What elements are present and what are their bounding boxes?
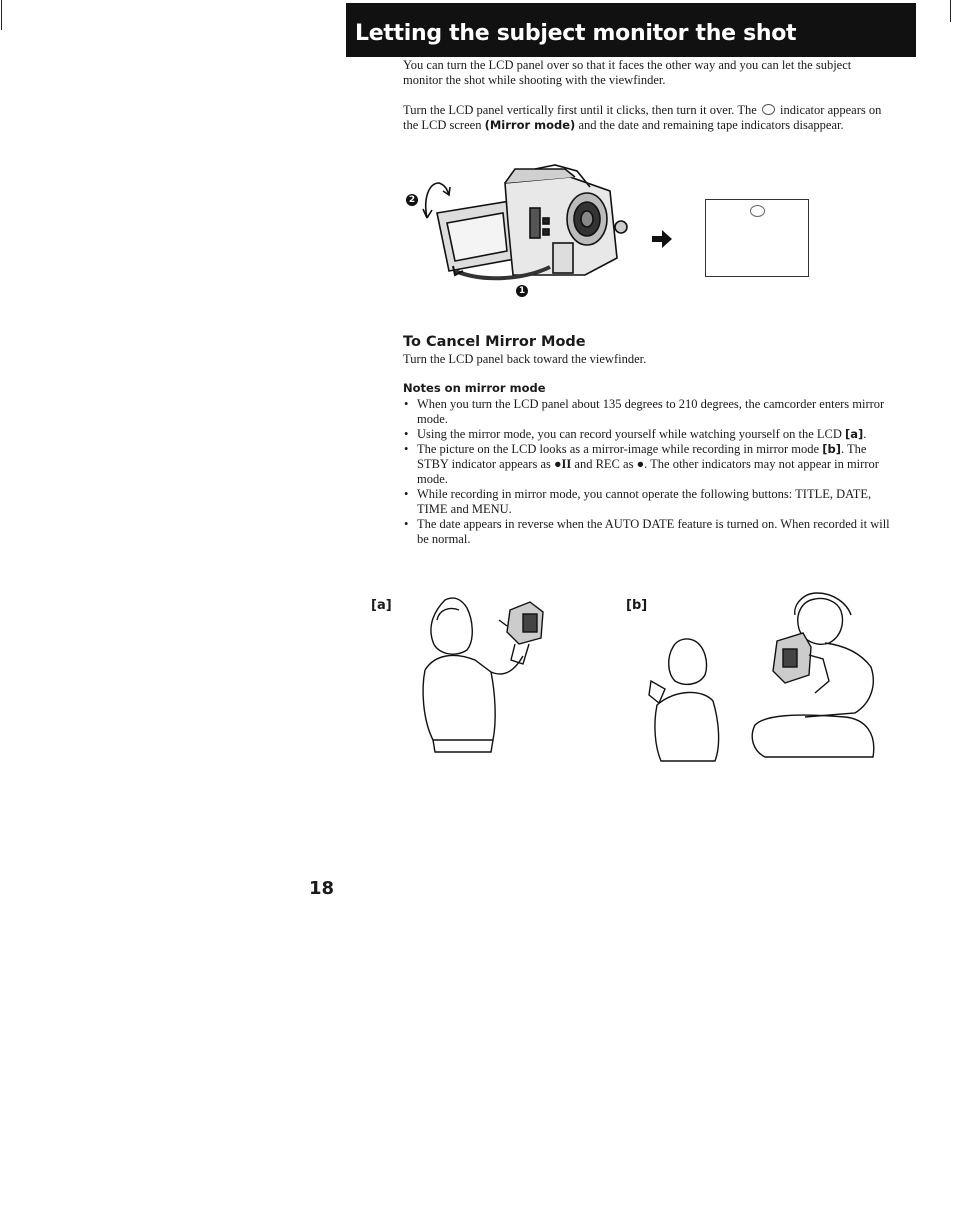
intro-paragraph-2 (403, 103, 888, 133)
note-item: • While recording in mirror mode, you cannot operate the following buttons: TITLE, DATE, TIME and MENU. (403, 487, 893, 517)
figure-b-ref: [b] (822, 442, 841, 456)
cancel-heading: To Cancel Mirror Mode (403, 334, 586, 350)
notes-list (403, 397, 893, 547)
step-2-badge: 2 (406, 194, 418, 206)
note-item: • Using the mirror mode, you can record yourself while watching yourself on the LCD [a]. (403, 427, 893, 442)
page-title: Letting the subject monitor the shot (355, 21, 797, 46)
figure-a-label: [a] (371, 598, 392, 613)
figure-b-illustration (645, 585, 885, 765)
note-item: • When you turn the LCD panel about 135 degrees to 210 degrees, the camcorder enters mirror mode. (403, 397, 893, 427)
mirror-mode-indicator-icon (750, 205, 765, 217)
cancel-text: Turn the LCD panel back toward the viewfinder. (403, 352, 647, 366)
notes-heading: Notes on mirror mode (403, 381, 546, 395)
title-bar (346, 3, 916, 57)
intro-paragraph-1: You can turn the LCD panel over so that it faces the other way and you can let the subject monitor the shot while shooting with the viewfinder. (403, 58, 852, 87)
intro-2-part-c: and the date and remaining tape indicators disappear. (578, 118, 844, 132)
page-edge-right (950, 0, 951, 22)
intro-2-part-a: Turn the LCD panel vertically first until it clicks, then turn it over. The (403, 103, 757, 117)
camcorder-illustration (405, 163, 635, 293)
mirror-smiley-icon (762, 104, 775, 115)
step-1-badge: 1 (516, 285, 528, 297)
figure-a-illustration (415, 580, 565, 760)
intro-2-part-b: indicator appears on the LCD screen (403, 103, 882, 132)
note-item: • The date appears in reverse when the AUTO DATE feature is turned on. When recorded it will be normal. (403, 517, 893, 547)
rec-symbol: ● (636, 457, 645, 471)
page-number: 18 (309, 878, 335, 899)
figure-b-label: [b] (626, 598, 648, 613)
mirror-mode-label: (Mirror mode) (484, 118, 576, 132)
stby-symbol: ●II (554, 457, 572, 471)
note-item: • The picture on the LCD looks as a mirror-image while recording in mirror mode [b]. The STBY indicator appears as ●II and REC as ●. The other indicators may not appear in mirror mode. (403, 442, 893, 487)
page-edge-left (1, 0, 2, 30)
lcd-screen-diagram (705, 199, 809, 277)
right-arrow-icon (652, 230, 672, 248)
figure-a-ref: [a] (845, 427, 864, 441)
